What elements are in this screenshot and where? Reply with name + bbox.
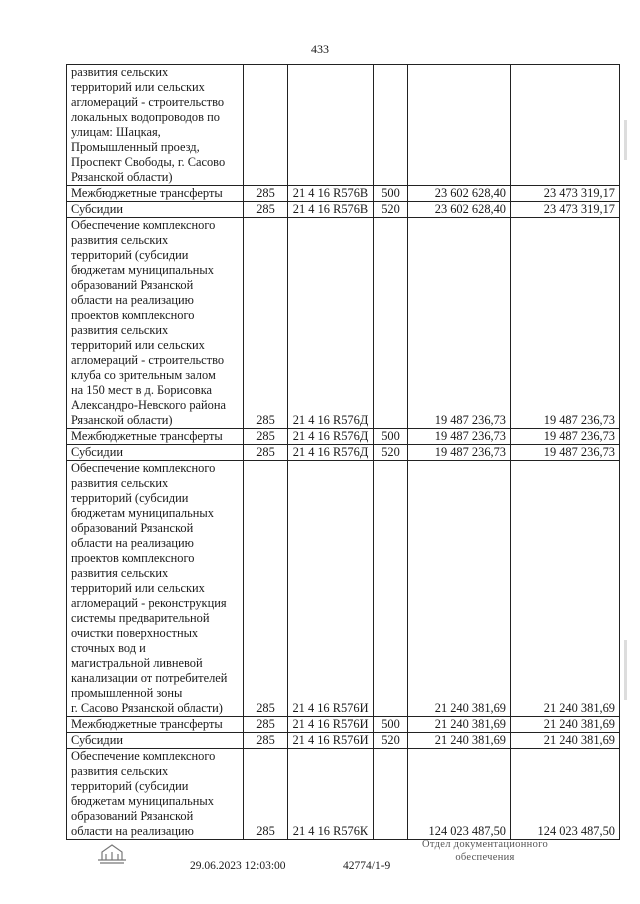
footer-doc-number: 42774/1-9 [343,860,391,872]
row-sum-year2: 19 487 236,73 [511,429,620,445]
row-expense-type: 520 [374,733,408,749]
row-target-code: 21 4 16 R576И [288,717,374,733]
row-target-code: 21 4 16 R576В [288,186,374,202]
row-sum-year1 [408,65,511,186]
row-sum-year2 [511,65,620,186]
row-sum-year2: 21 240 381,69 [511,733,620,749]
budget-table-body [67,65,620,840]
row-target-code [288,65,374,186]
row-name: Межбюджетные трансферты [67,717,244,733]
row-org-code: 285 [244,461,288,717]
row-target-code: 21 4 16 R576И [288,733,374,749]
scan-edge-mark [624,120,627,160]
row-target-code: 21 4 16 R576И [288,461,374,717]
row-org-code: 285 [244,202,288,218]
row-name: развития сельских территорий или сельских агломераций - строительство локальных водопроводов по улицам: Шацкая, Промышленный проезд, Проспект Свободы, г. Сасово Рязанской области) [67,65,244,186]
row-sum-year1: 19 487 236,73 [408,429,511,445]
row-target-code: 21 4 16 R576В [288,202,374,218]
budget-table [66,64,620,840]
row-org-code: 285 [244,749,288,840]
footer-date: 29.06.2023 12:03:00 [190,860,286,872]
row-sum-year2: 124 023 487,50 [511,749,620,840]
row-org-code: 285 [244,733,288,749]
table-row [67,218,620,429]
row-name: Субсидии [67,445,244,461]
row-sum-year2: 23 473 319,17 [511,186,620,202]
row-sum-year1: 21 240 381,69 [408,733,511,749]
row-name: Субсидии [67,733,244,749]
row-expense-type: 500 [374,429,408,445]
row-sum-year1: 19 487 236,73 [408,218,511,429]
table-row [67,749,620,840]
scan-edge-mark [624,640,627,700]
row-name: Межбюджетные трансферты [67,186,244,202]
row-sum-year2: 21 240 381,69 [511,717,620,733]
row-expense-type [374,461,408,717]
row-sum-year1: 19 487 236,73 [408,445,511,461]
row-name: Межбюджетные трансферты [67,429,244,445]
row-target-code: 21 4 16 R576Д [288,429,374,445]
row-expense-type [374,749,408,840]
row-expense-type: 500 [374,186,408,202]
row-sum-year1: 21 240 381,69 [408,717,511,733]
row-org-code: 285 [244,429,288,445]
table-row [67,733,620,749]
table-row [67,445,620,461]
table-row [67,717,620,733]
footer-stamp: Отдел документационного обеспечения [421,839,549,863]
row-sum-year2: 19 487 236,73 [511,445,620,461]
emblem-icon [94,840,130,864]
row-sum-year1: 124 023 487,50 [408,749,511,840]
row-expense-type: 520 [374,202,408,218]
row-name: Обеспечение комплексного развития сельских территорий (субсидии бюджетам муниципальных образований Рязанской области на реализацию [67,749,244,840]
row-name: Обеспечение комплексного развития сельских территорий (субсидии бюджетам муниципальных образований Рязанской области на реализацию проектов комплексного развития сельских территорий или сельских агломераций - строительство клуба со зрительным залом на 150 мест в д. Борисовка Александро-Невского района Рязанской области) [67,218,244,429]
table-row [67,65,620,186]
row-sum-year1: 23 602 628,40 [408,202,511,218]
page-number: 433 [311,42,329,56]
table-row [67,461,620,717]
table-row [67,202,620,218]
row-sum-year1: 23 602 628,40 [408,186,511,202]
row-target-code: 21 4 16 R576К [288,749,374,840]
row-sum-year2: 19 487 236,73 [511,218,620,429]
row-org-code [244,65,288,186]
table-row [67,186,620,202]
row-sum-year1: 21 240 381,69 [408,461,511,717]
row-sum-year2: 21 240 381,69 [511,461,620,717]
row-org-code: 285 [244,717,288,733]
row-org-code: 285 [244,218,288,429]
row-org-code: 285 [244,445,288,461]
row-org-code: 285 [244,186,288,202]
row-sum-year2: 23 473 319,17 [511,202,620,218]
row-target-code: 21 4 16 R576Д [288,218,374,429]
row-name: Обеспечение комплексного развития сельских территорий (субсидии бюджетам муниципальных образований Рязанской области на реализацию проектов комплексного развития сельских территорий или сельских агломераций - реконструкция системы предварительной очистки поверхностных сточных вод и магистральной ливневой канализации от потребителей промышленной зоны г. Сасово Рязанской области) [67,461,244,717]
table-row [67,429,620,445]
row-target-code: 21 4 16 R576Д [288,445,374,461]
row-expense-type [374,65,408,186]
row-expense-type [374,218,408,429]
row-expense-type: 520 [374,445,408,461]
row-expense-type: 500 [374,717,408,733]
row-name: Субсидии [67,202,244,218]
